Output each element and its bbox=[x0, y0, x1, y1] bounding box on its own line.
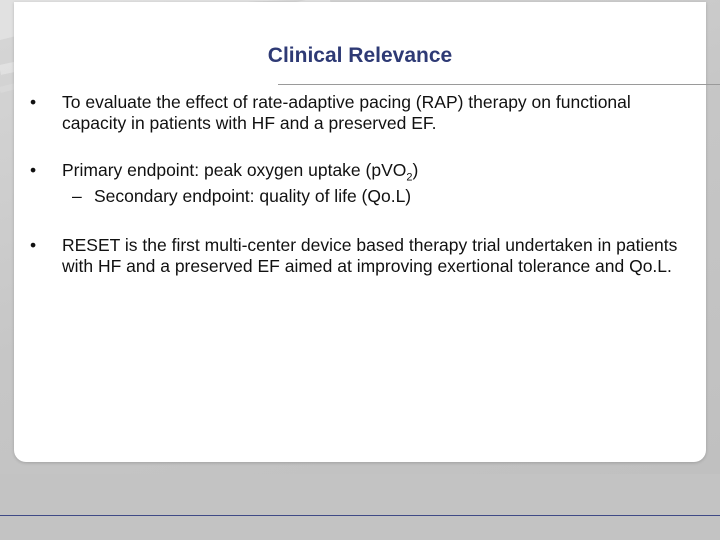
slide-title: Clinical Relevance bbox=[267, 44, 453, 67]
bullet-text: RESET is the first multi-center device based therapy trial undertaken in patients with HF and a preserved EF aimed at improving exertional tolerance and Qo.L. bbox=[62, 235, 678, 276]
sub-bullet-marker: – bbox=[72, 186, 82, 206]
bullet-1 bbox=[30, 92, 692, 134]
title-underline bbox=[278, 84, 720, 85]
sub-bullet-1 bbox=[72, 186, 694, 207]
bullet-text: To evaluate the effect of rate-adaptive pacing (RAP) therapy on functional capacity in patients with HF and a preserved EF. bbox=[62, 92, 631, 133]
bullet-subscript: 2 bbox=[406, 171, 413, 184]
bullet-marker: • bbox=[30, 235, 37, 255]
bullet-3 bbox=[30, 235, 692, 277]
sub-bullet-text: Secondary endpoint: quality of life (Qo.L) bbox=[94, 186, 412, 206]
bullet-marker: • bbox=[30, 92, 37, 112]
bullet-2 bbox=[30, 160, 692, 189]
bullet-text-end: ) bbox=[412, 160, 419, 180]
bullet-marker: • bbox=[30, 160, 37, 180]
bullet-text: Primary endpoint: peak oxygen uptake (pVO bbox=[62, 160, 407, 180]
